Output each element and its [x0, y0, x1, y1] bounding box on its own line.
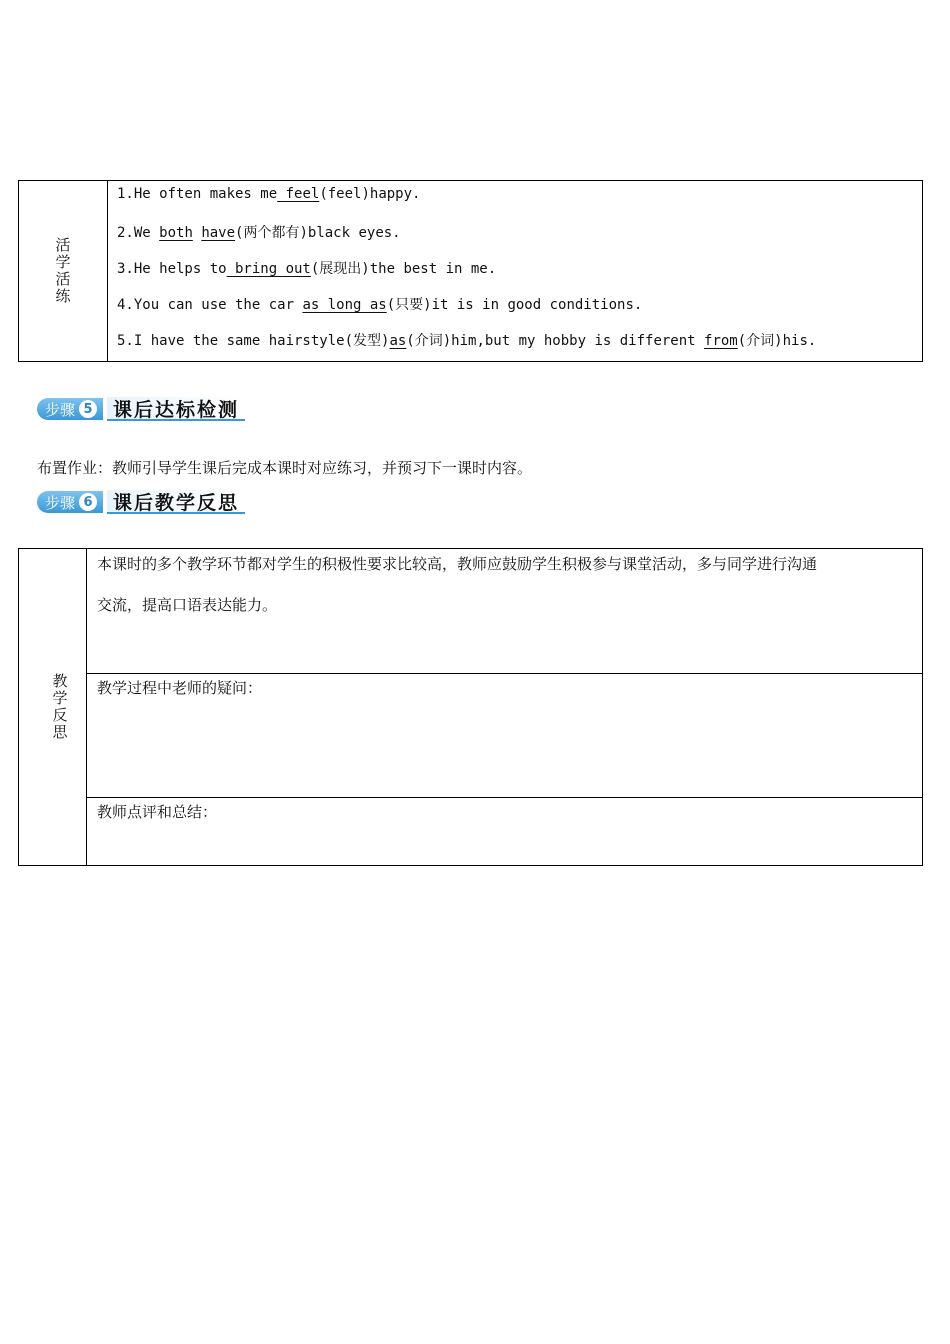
sentence-text: 3.He helps to — [117, 261, 227, 277]
reflection-line-2: 交流，提高口语表达能力。 — [97, 596, 278, 614]
sentence-text: 5.I have the same hairstyle(发型) — [117, 333, 390, 349]
answer-blank: as long as — [302, 297, 387, 313]
sentence-text: (展现出)the best in me. — [310, 261, 497, 277]
sentence-text: 2.We — [117, 225, 160, 241]
sentence-text: (feel)happy. — [319, 186, 421, 202]
step5-pill-text: 步骤 — [45, 400, 76, 419]
answer-blank: have — [201, 225, 236, 241]
practice-label: 活学活练 — [55, 236, 71, 305]
practice-item-2 — [117, 222, 401, 242]
answer-blank: from — [704, 333, 738, 349]
practice-item-5 — [117, 330, 816, 350]
practice-table — [18, 180, 923, 362]
sentence-text: 1.He often makes me — [117, 186, 278, 202]
step6-pill-text: 步骤 — [45, 493, 76, 512]
step6-header — [37, 489, 245, 515]
sentence-text: (两个都有)black eyes. — [235, 225, 401, 241]
reflection-table — [18, 548, 923, 866]
practice-item-1 — [117, 186, 420, 202]
answer-blank: as — [389, 333, 407, 349]
answer-blank: feel — [277, 186, 320, 202]
practice-item-3 — [117, 258, 496, 278]
step5-header — [37, 396, 245, 422]
step6-pill — [37, 491, 103, 513]
teacher-questions-label: 教学过程中老师的疑问： — [97, 679, 263, 697]
step6-number: 6 — [79, 493, 97, 511]
step6-title: 课后教学反思 — [107, 490, 245, 514]
teacher-summary-label: 教师点评和总结： — [97, 803, 218, 821]
homework-text: 布置作业：教师引导学生课后完成本课时对应练习，并预习下一课时内容。 — [37, 459, 533, 477]
sentence-text: (介词)his. — [737, 333, 817, 349]
step5-title: 课后达标检测 — [107, 397, 245, 421]
reflection-label: 教学反思 — [52, 672, 68, 741]
sentence-text: (介词)him,but my hobby is different — [406, 333, 705, 349]
answer-blank: both — [159, 225, 193, 241]
practice-items — [107, 181, 922, 361]
reflection-line-1: 本课时的多个教学环节都对学生的积极性要求比较高，教师应鼓励学生积极参与课堂活动，多与同学进行沟通 — [97, 555, 818, 573]
answer-blank: bring out — [226, 261, 311, 277]
practice-item-4 — [117, 294, 642, 314]
sentence-text: (只要)it is in good conditions. — [386, 297, 643, 313]
step5-pill — [37, 398, 103, 420]
sentence-text: 4.You can use the car — [117, 297, 303, 313]
step5-number: 5 — [79, 400, 97, 418]
